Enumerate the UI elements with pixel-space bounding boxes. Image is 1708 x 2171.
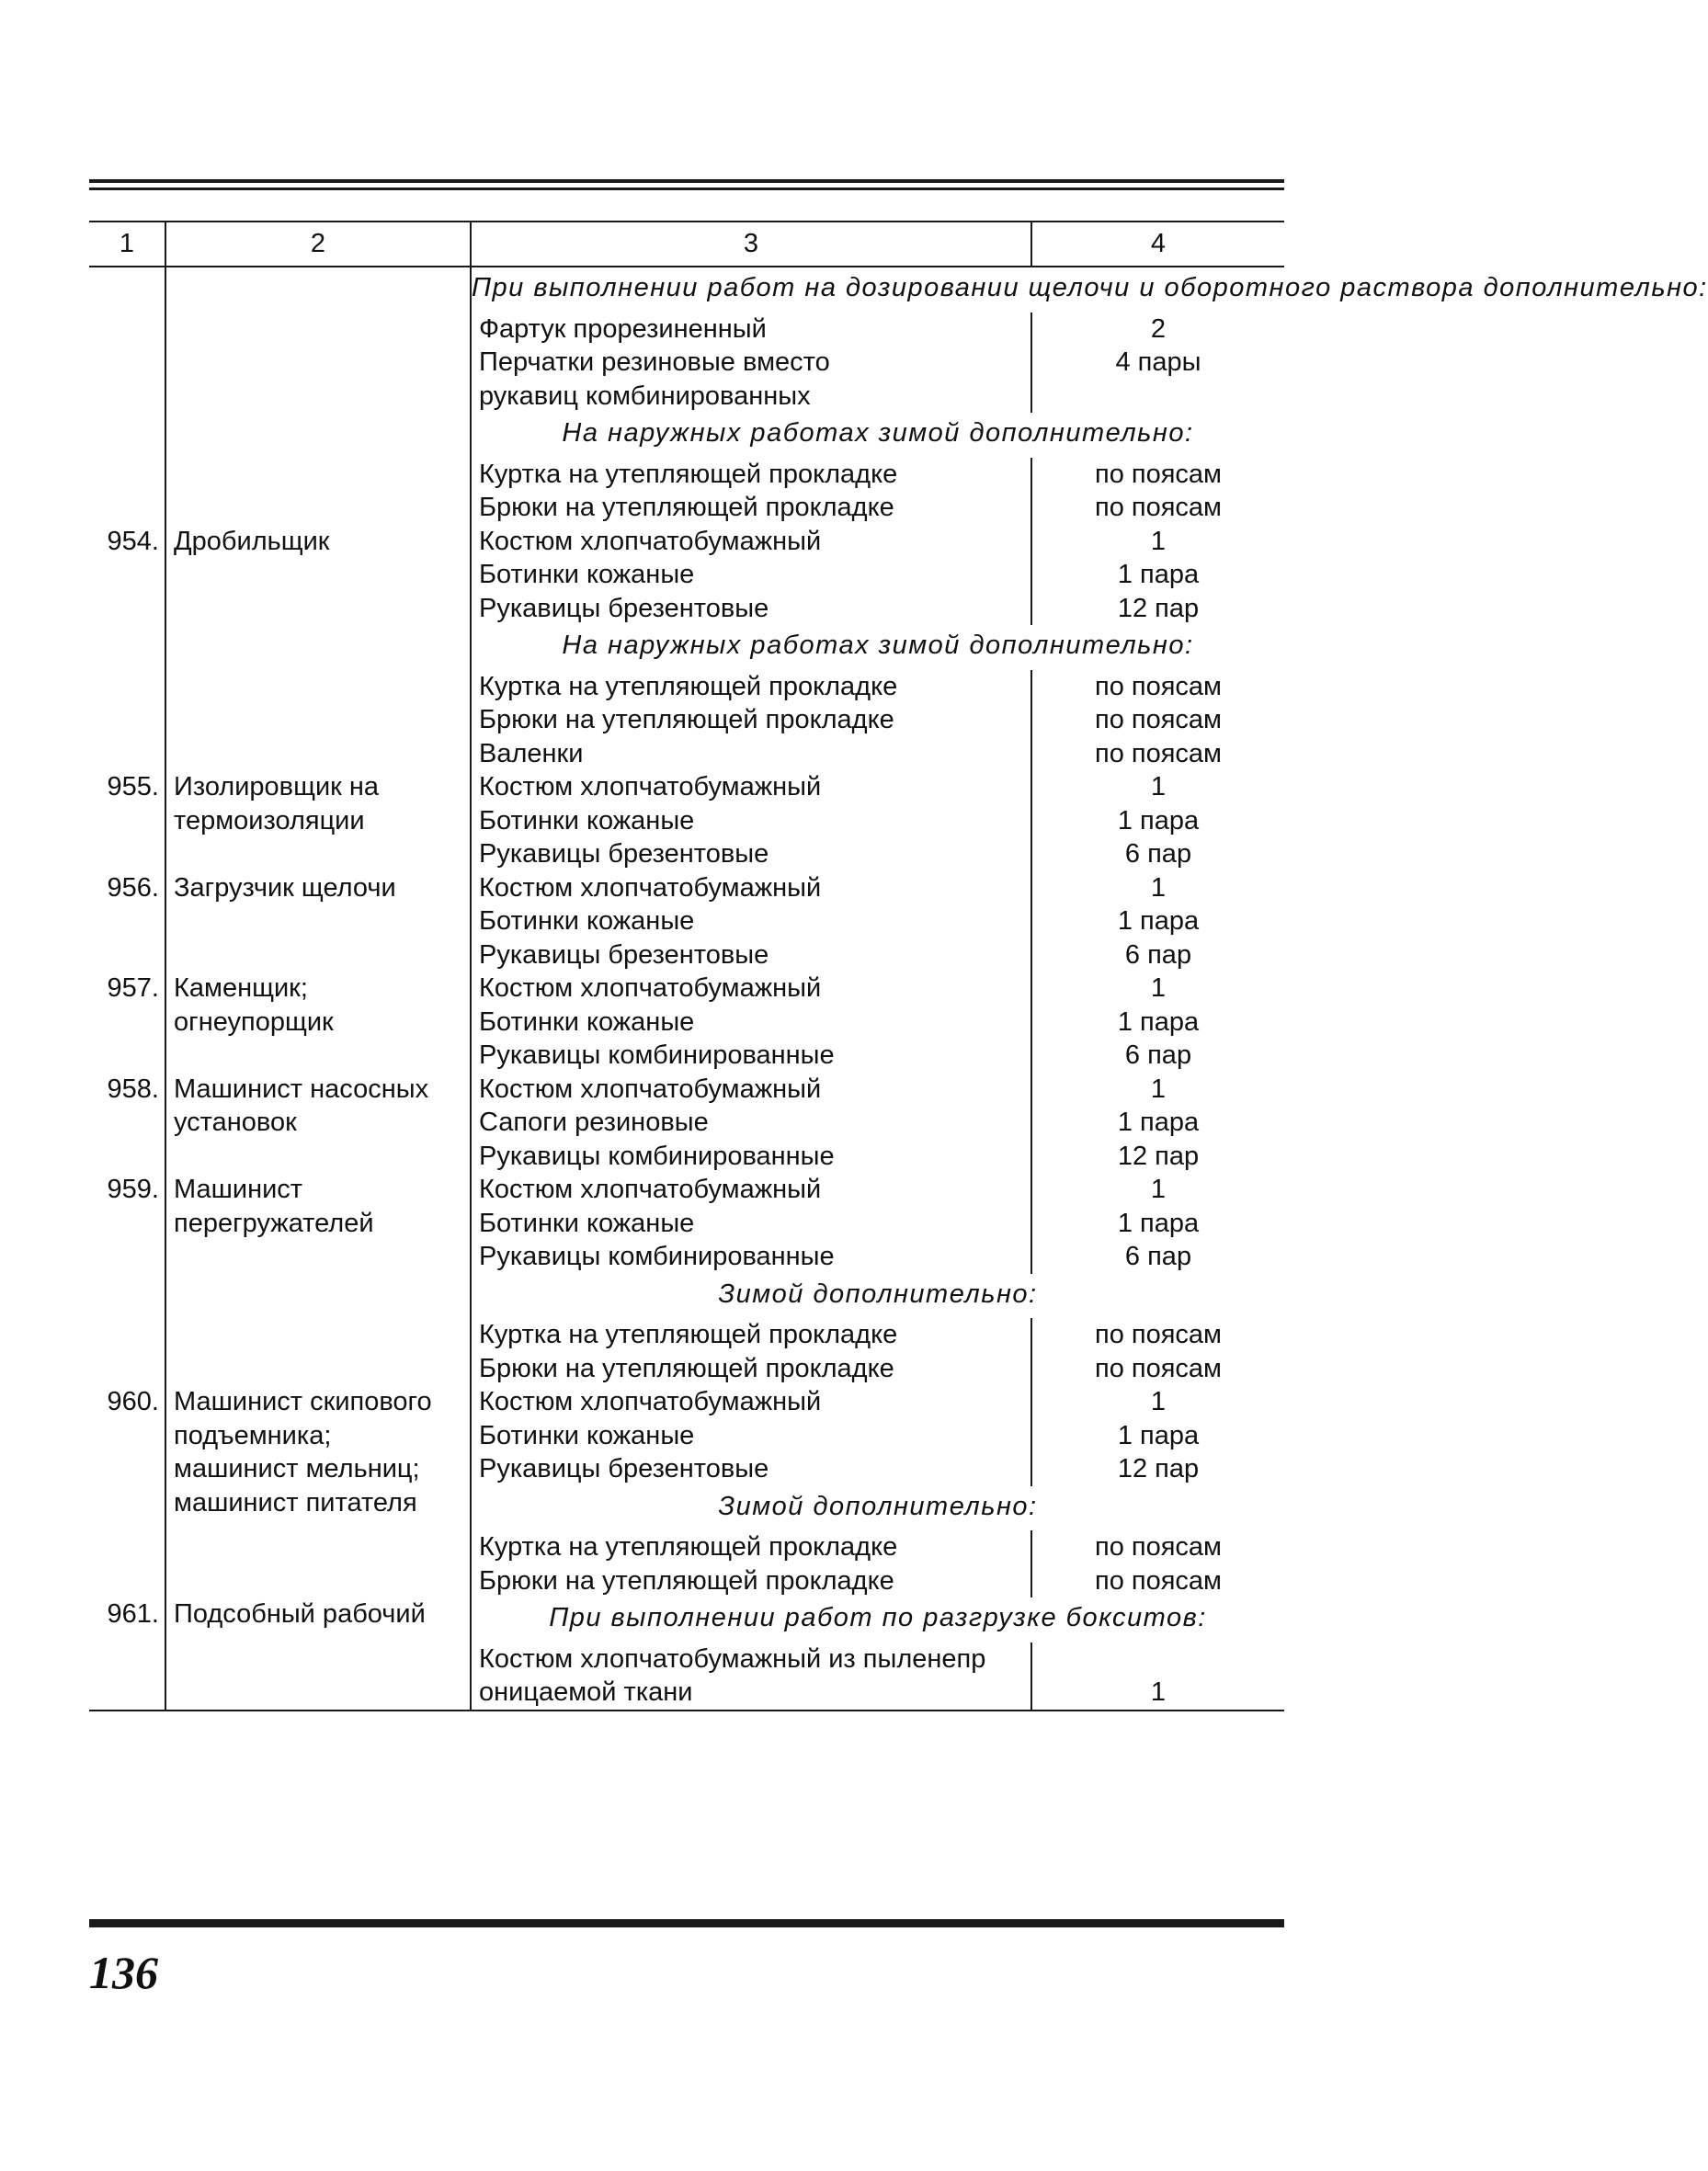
ppe-norms <box>1031 770 1284 871</box>
ppe-item: Костюм хлопчатобумажный <box>479 526 822 556</box>
profession-name <box>165 413 471 458</box>
table-row-note <box>89 413 1284 458</box>
row-number <box>89 313 165 414</box>
ppe-norm: 2 <box>1150 313 1167 344</box>
profession-name: Загрузчик щелочи <box>165 871 471 972</box>
note-text: При выполнении работ на дозировании щелочи и оборотного раствора дополнительно: <box>472 273 1708 302</box>
row-number <box>89 267 165 313</box>
row-number <box>89 670 165 771</box>
ppe-norm: 1 пара <box>1117 1420 1200 1450</box>
profession-name: Изолировщик на термоизоляции <box>165 770 471 871</box>
note-text: При выполнении работ по разгрузке бокситов: <box>549 1603 1207 1632</box>
ppe-norm: по поясам <box>1095 1353 1222 1383</box>
table-row <box>89 972 1284 1073</box>
profession-name <box>165 313 471 414</box>
ppe-norm: 1 <box>1150 1175 1167 1204</box>
ppe-item: Ботинки кожаные <box>479 1420 695 1450</box>
ppe-item: Куртка на утепляющей прокладке <box>479 459 898 489</box>
note-text: На наружных работах зимой дополнительно: <box>562 631 1194 660</box>
ppe-norm: 1 пара <box>1117 906 1200 936</box>
row-number: 957. <box>89 972 165 1073</box>
ppe-item: Брюки на утепляющей прокладке <box>479 493 894 522</box>
ppe-norm: 12 пар <box>1117 1141 1200 1171</box>
section-note <box>471 413 1284 458</box>
ppe-norm: по поясам <box>1095 671 1222 701</box>
ppe-items <box>471 525 1031 626</box>
ppe-norm: 1 <box>1150 772 1167 801</box>
ppe-norm: 6 пар <box>1124 1242 1192 1271</box>
ppe-norm: 1 <box>1150 1677 1167 1707</box>
ppe-item: Костюм хлопчатобумажный <box>479 1387 822 1416</box>
ppe-item: Брюки на утепляющей прокладке <box>479 705 894 734</box>
note-text: Зимой дополнительно: <box>718 1279 1038 1309</box>
header-row <box>89 222 1284 267</box>
ppe-item: Ботинки кожаные <box>479 1208 695 1238</box>
ppe-items <box>471 458 1031 525</box>
row-number <box>89 1274 165 1319</box>
top-double-rule-upper <box>89 179 1284 183</box>
table-row-note <box>89 625 1284 670</box>
ppe-item: Рукавицы комбинированные <box>479 1242 835 1271</box>
ppe-norm: 1 <box>1150 973 1167 1003</box>
table-row <box>89 458 1284 525</box>
ppe-item: Перчатки резиновые вместо рукавиц комбинированных <box>479 347 830 411</box>
ppe-norms <box>1031 1173 1284 1274</box>
profession-name <box>165 1274 471 1319</box>
ppe-norms <box>1031 525 1284 626</box>
section-note <box>471 1486 1284 1531</box>
row-number <box>89 625 165 670</box>
profession-name <box>165 1318 471 1385</box>
col-header-norm: 4 <box>1031 222 1284 267</box>
ppe-item: Костюм хлопчатобумажный из пыленепроницаемой ткани <box>479 1643 986 1707</box>
row-number <box>89 458 165 525</box>
row-number: 955. <box>89 770 165 871</box>
table-row <box>89 871 1284 972</box>
row-number <box>89 1318 165 1385</box>
note-text: На наружных работах зимой дополнительно: <box>562 418 1194 448</box>
row-number: 960. <box>89 1385 165 1597</box>
row-number: 954. <box>89 525 165 626</box>
ppe-item: Костюм хлопчатобумажный <box>479 872 822 903</box>
ppe-item: Куртка на утепляющей прокладке <box>479 671 898 701</box>
profession-name: Подсобный рабочий <box>165 1597 471 1711</box>
table-row <box>89 770 1284 871</box>
ppe-item: Костюм хлопчатобумажный <box>479 1175 822 1204</box>
section-note <box>471 625 1284 670</box>
ppe-norms <box>1031 1530 1284 1597</box>
ppe-norm: по поясам <box>1095 1565 1222 1596</box>
ppe-norm: 1 <box>1150 1074 1167 1104</box>
ppe-norm: по поясам <box>1095 459 1222 489</box>
ppe-norm: 1 <box>1150 1387 1167 1416</box>
ppe-norm: 6 пар <box>1124 1040 1192 1070</box>
ppe-items <box>471 1318 1031 1385</box>
ppe-item: Сапоги резиновые <box>479 1108 709 1137</box>
footer-rule <box>89 1919 1284 1927</box>
table-row-note <box>89 267 1284 313</box>
ppe-item: Фартук прорезиненный <box>479 313 767 344</box>
ppe-norms <box>1031 670 1284 771</box>
ppe-norm: 12 пар <box>1117 1454 1200 1483</box>
table-row <box>89 1073 1284 1174</box>
ppe-item: Рукавицы брезентовые <box>479 593 769 623</box>
profession-name <box>165 458 471 525</box>
section-note <box>471 1274 1284 1319</box>
ppe-norm: по поясам <box>1095 1532 1222 1562</box>
profession-name: Машинист скипового подъемника; машинист мельниц; машинист питателя <box>165 1385 471 1597</box>
col-header-profession: 2 <box>165 222 471 267</box>
ppe-norm: 1 пара <box>1117 1208 1200 1238</box>
col-header-number: 1 <box>89 222 165 267</box>
table-row <box>89 670 1284 771</box>
profession-name: Дробильщик <box>165 525 471 626</box>
ppe-item: Брюки на утепляющей прокладке <box>479 1565 894 1596</box>
ppe-norm: 1 пара <box>1117 560 1200 589</box>
table-row <box>89 1318 1284 1385</box>
ppe-norms <box>1031 313 1284 414</box>
ppe-norm: 4 пары <box>1115 347 1201 377</box>
ppe-norms <box>1031 972 1284 1073</box>
profession-name <box>165 625 471 670</box>
section-note <box>471 1597 1284 1642</box>
ppe-items <box>471 972 1031 1073</box>
ppe-item: Ботинки кожаные <box>479 906 695 936</box>
ppe-norms <box>1031 1073 1284 1174</box>
ppe-norms <box>1031 1318 1284 1385</box>
table-row-note <box>89 1274 1284 1319</box>
page-number: 136 <box>89 1947 158 1998</box>
profession-name: Машинист перегружателей <box>165 1173 471 1274</box>
profession-name: Каменщик; огнеупорщик <box>165 972 471 1073</box>
ppe-norms <box>1031 458 1284 525</box>
ppe-norm <box>1032 380 1284 414</box>
ppe-norm: по поясам <box>1095 493 1222 522</box>
profession-name: Машинист насосных установок <box>165 1073 471 1174</box>
ppe-item: Валенки <box>479 738 584 768</box>
section-note <box>471 267 1708 313</box>
ppe-item: Рукавицы брезентовые <box>479 1454 769 1483</box>
table-row <box>89 1597 1284 1642</box>
ppe-norms <box>1031 871 1284 972</box>
ppe-item: Костюм хлопчатобумажный <box>479 1074 822 1104</box>
ppe-norm: 6 пар <box>1124 939 1192 970</box>
ppe-item: Костюм хлопчатобумажный <box>479 973 822 1003</box>
ppe-items <box>471 1642 1031 1711</box>
table-row <box>89 525 1284 626</box>
ppe-norm: 12 пар <box>1117 593 1200 623</box>
ppe-norm: по поясам <box>1095 705 1222 734</box>
ppe-item: Рукавицы брезентовые <box>479 839 769 869</box>
ppe-norms <box>1031 1385 1284 1486</box>
ppe-items <box>471 770 1031 871</box>
ppe-item: Ботинки кожаные <box>479 1006 695 1037</box>
ppe-item: Рукавицы комбинированные <box>479 1141 835 1171</box>
top-double-rule-lower <box>89 188 1284 190</box>
ppe-item: Куртка на утепляющей прокладке <box>479 1532 898 1562</box>
row-number: 956. <box>89 871 165 972</box>
ppe-norm: 1 пара <box>1117 1006 1200 1037</box>
ppe-norm: 6 пар <box>1124 839 1192 869</box>
row-number <box>89 413 165 458</box>
ppe-item: Костюм хлопчатобумажный <box>479 772 822 801</box>
ppe-norm: по поясам <box>1095 738 1222 768</box>
ppe-norm: 1 пара <box>1117 805 1200 835</box>
row-number: 958. <box>89 1073 165 1174</box>
ppe-item: Ботинки кожаные <box>479 560 695 589</box>
row-number: 961. <box>89 1597 165 1711</box>
ppe-norm: 1 <box>1150 526 1167 556</box>
ppe-items <box>471 1073 1031 1174</box>
ppe-items <box>471 1173 1031 1274</box>
table-row <box>89 313 1284 414</box>
ppe-norm: 1 пара <box>1117 1108 1200 1137</box>
ppe-norms-table <box>89 221 1708 1711</box>
ppe-items <box>471 670 1031 771</box>
ppe-items <box>471 1530 1031 1597</box>
ppe-item: Куртка на утепляющей прокладке <box>479 1320 898 1349</box>
ppe-norm: 1 <box>1150 872 1167 903</box>
ppe-norms <box>1031 1642 1284 1711</box>
ppe-item: Рукавицы брезентовые <box>479 939 769 970</box>
ppe-item: Ботинки кожаные <box>479 805 695 835</box>
ppe-items <box>471 313 1031 414</box>
ppe-norm: по поясам <box>1095 1320 1222 1349</box>
table-row <box>89 1385 1284 1486</box>
row-number: 959. <box>89 1173 165 1274</box>
col-header-ppe-item: 3 <box>471 222 1031 267</box>
ppe-items <box>471 871 1031 972</box>
table-row <box>89 1173 1284 1274</box>
ppe-item: Рукавицы комбинированные <box>479 1040 835 1070</box>
ppe-items <box>471 1385 1031 1486</box>
ppe-item: Брюки на утепляющей прокладке <box>479 1353 894 1383</box>
profession-name <box>165 670 471 771</box>
ppe-norm <box>1032 1642 1284 1677</box>
profession-name <box>165 267 471 313</box>
note-text: Зимой дополнительно: <box>718 1491 1038 1521</box>
